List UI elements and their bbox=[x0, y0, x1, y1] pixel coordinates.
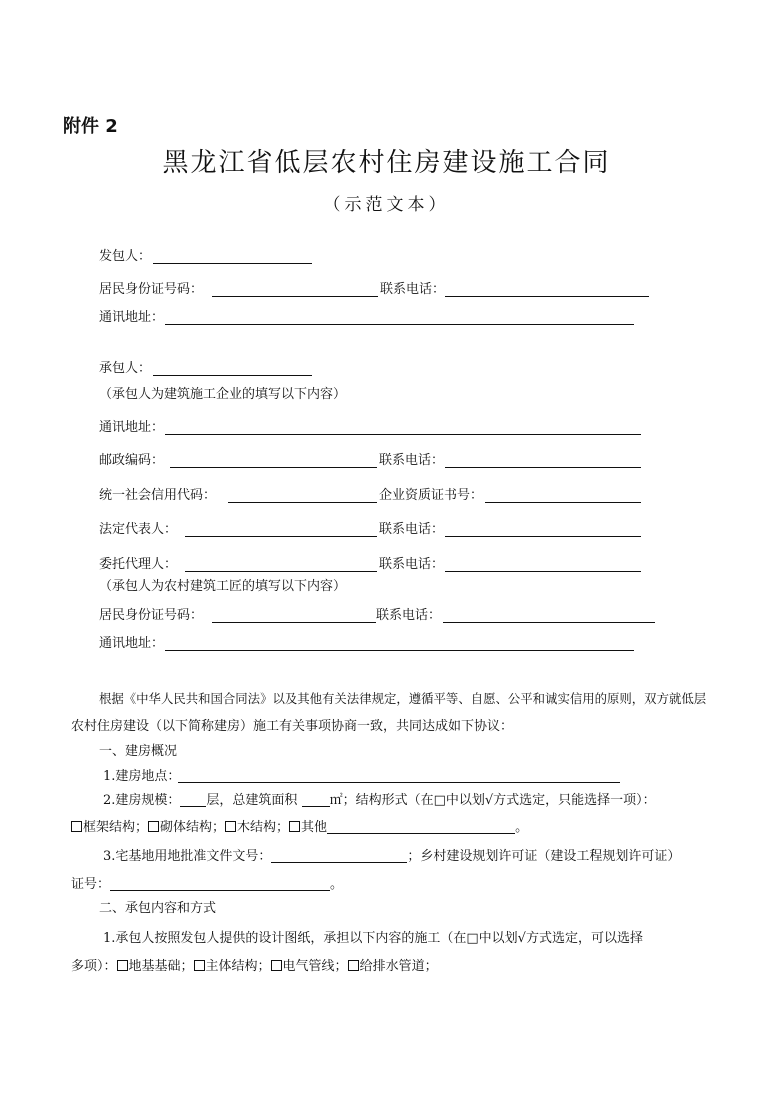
checkbox-other[interactable] bbox=[289, 821, 300, 832]
qualification-field[interactable] bbox=[485, 502, 641, 503]
craftsman-phone-field[interactable] bbox=[443, 622, 655, 623]
scope-main-structure-label: 主体结构； bbox=[205, 959, 271, 974]
structure-options-row bbox=[71, 819, 528, 837]
checkbox-masonry[interactable] bbox=[148, 821, 159, 832]
craftsman-note: （承包人为农村建筑工匠的填写以下内容） bbox=[99, 579, 347, 594]
permit-number-row bbox=[71, 876, 343, 894]
area-suffix: ㎡；结构形式（在□中以划√方式选定，只能选择一项）： bbox=[329, 793, 656, 808]
agent-phone-label: 联系电话： bbox=[379, 557, 445, 572]
attachment-label: 附件 2 bbox=[63, 116, 118, 137]
homestead-row bbox=[103, 848, 680, 866]
contractor-field[interactable] bbox=[153, 375, 312, 376]
scale-label: 2.建房规模： bbox=[103, 793, 181, 808]
contractor-label: 承包人： bbox=[99, 361, 152, 376]
employer-id-field[interactable] bbox=[212, 296, 378, 297]
agent-phone-field[interactable] bbox=[445, 571, 641, 572]
legal-rep-field[interactable] bbox=[185, 536, 377, 537]
option-wood-label: 木结构； bbox=[237, 820, 290, 835]
legal-rep-phone-field[interactable] bbox=[445, 536, 641, 537]
checkbox-wood[interactable] bbox=[225, 821, 236, 832]
document-title: 黑龙江省低层农村住房建设施工合同 bbox=[162, 148, 611, 178]
floors-field[interactable] bbox=[180, 792, 206, 807]
employer-field[interactable] bbox=[153, 263, 312, 264]
preamble-line-1: 根据《中华人民共和国合同法》以及其他有关法律规定，遵循平等、自愿、公平和诚实信用的原则，双方就低层 bbox=[99, 691, 707, 706]
checkbox-main-structure[interactable] bbox=[194, 960, 205, 971]
contractor-phone-label: 联系电话： bbox=[379, 453, 445, 468]
scope-foundation-label: 地基基础； bbox=[128, 959, 194, 974]
area-field[interactable] bbox=[302, 792, 330, 807]
scope-electrical-label: 电气管线； bbox=[282, 959, 348, 974]
homestead-field[interactable] bbox=[271, 848, 407, 863]
other-structure-field[interactable] bbox=[327, 819, 515, 834]
employer-address-label: 通讯地址： bbox=[99, 310, 165, 325]
floors-suffix: 层，总建筑面积 bbox=[206, 793, 298, 808]
craftsman-address-label: 通讯地址： bbox=[99, 636, 165, 651]
option-other-label: 其他 bbox=[301, 820, 328, 835]
option-frame-label: 框架结构； bbox=[83, 820, 149, 835]
section1-heading: 一、建房概况 bbox=[99, 744, 178, 759]
checkbox-plumbing[interactable] bbox=[348, 960, 359, 971]
craftsman-id-field[interactable] bbox=[212, 622, 376, 623]
employer-address-field[interactable] bbox=[165, 324, 634, 325]
scope-line-1: 1.承包人按照发包人提供的设计图纸，承担以下内容的施工（在□中以划√方式选定，可以选择 bbox=[103, 931, 643, 946]
scope-plumbing-label: 给排水管道； bbox=[359, 959, 438, 974]
permit-number-end: 。 bbox=[330, 877, 344, 892]
craftsman-phone-label: 联系电话： bbox=[376, 608, 442, 623]
legal-rep-label: 法定代表人： bbox=[99, 522, 178, 537]
postcode-field[interactable] bbox=[170, 467, 377, 468]
employer-label: 发包人： bbox=[99, 249, 152, 264]
scope-line-2: 多项）： bbox=[71, 959, 117, 974]
permit-number-label: 证号： bbox=[71, 877, 111, 892]
checkbox-frame[interactable] bbox=[71, 821, 82, 832]
contractor-address-label: 通讯地址： bbox=[99, 420, 165, 435]
site-label: 1.建房地点： bbox=[103, 769, 181, 784]
structure-end: 。 bbox=[515, 820, 529, 835]
legal-rep-phone-label: 联系电话： bbox=[379, 522, 445, 537]
agent-field[interactable] bbox=[185, 571, 377, 572]
permit-number-field[interactable] bbox=[110, 876, 330, 891]
permit-label: ；乡村建设规划许可证（建设工程规划许可证） bbox=[407, 849, 681, 864]
preamble-line-2: 农村住房建设（以下简称建房）施工有关事项协商一致，共同达成如下协议： bbox=[71, 719, 514, 734]
scope-options-row bbox=[71, 958, 438, 976]
postcode-label: 邮政编码： bbox=[99, 453, 165, 468]
credit-code-field[interactable] bbox=[228, 502, 377, 503]
craftsman-id-label: 居民身份证号码： bbox=[99, 608, 204, 623]
checkbox-foundation[interactable] bbox=[117, 960, 128, 971]
homestead-label: 3.宅基地用地批准文件文号： bbox=[103, 849, 272, 864]
scale-row bbox=[103, 792, 656, 810]
employer-phone-field[interactable] bbox=[445, 296, 649, 297]
contractor-address-field[interactable] bbox=[165, 434, 641, 435]
qualification-label: 企业资质证书号： bbox=[379, 488, 484, 503]
contractor-phone-field[interactable] bbox=[445, 467, 641, 468]
option-masonry-label: 砌体结构； bbox=[160, 820, 226, 835]
agent-label: 委托代理人： bbox=[99, 557, 178, 572]
enterprise-note: （承包人为建筑施工企业的填写以下内容） bbox=[99, 387, 347, 402]
credit-code-label: 统一社会信用代码： bbox=[99, 488, 217, 503]
document-subtitle: （示范文本） bbox=[323, 195, 450, 215]
employer-phone-label: 联系电话： bbox=[380, 282, 446, 297]
craftsman-address-field[interactable] bbox=[165, 650, 634, 651]
site-field[interactable] bbox=[178, 782, 620, 783]
employer-id-label: 居民身份证号码： bbox=[99, 282, 204, 297]
checkbox-electrical[interactable] bbox=[271, 960, 282, 971]
section2-heading: 二、承包内容和方式 bbox=[99, 901, 217, 916]
